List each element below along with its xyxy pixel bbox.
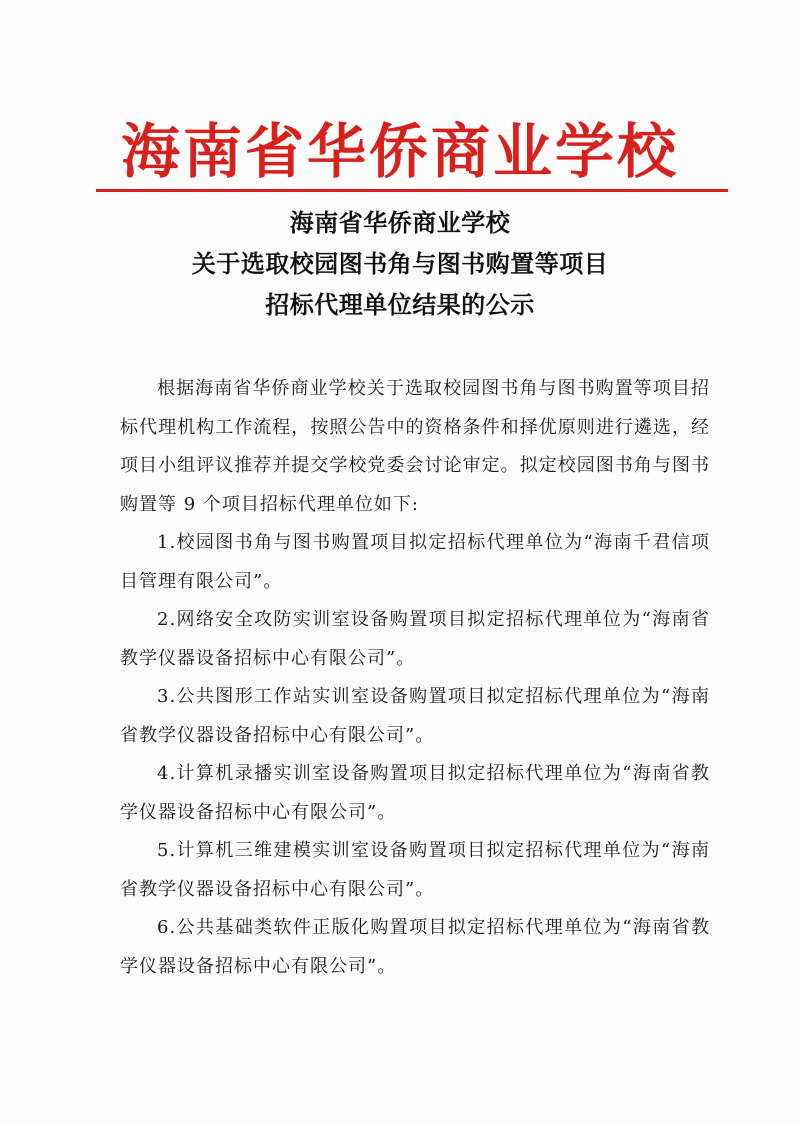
list-item: 5.计算机三维建模实训室设备购置项目拟定招标代理单位为“海南省教学仪器设备招标中心有限公司”。 xyxy=(120,840,710,900)
notice-title xyxy=(0,203,800,326)
letterhead-red-rule xyxy=(96,189,728,192)
notice-body xyxy=(120,370,710,986)
title-line-2: 关于选取校园图书角与图书购置等项目 xyxy=(191,250,609,278)
intro-paragraph: 根据海南省华侨商业学校关于选取校园图书角与图书购置等项目招标代理机构工作流程，按照公告中的资格条件和择优原则进行遴选，经项目小组评议推荐并提交学校党委会讨论审定。拟定校园图书角与图书购置等 9 个项目招标代理单位如下: xyxy=(120,378,710,515)
title-line-1: 海南省华侨商业学校 xyxy=(289,209,511,237)
list-item: 1.校园图书角与图书购置项目拟定招标代理单位为“海南千君信项目管理有限公司”。 xyxy=(120,532,710,592)
list-item: 6.公共基础类软件正版化购置项目拟定招标代理单位为“海南省教学仪器设备招标中心有限公司”。 xyxy=(120,917,710,977)
list-item: 2.网络安全攻防实训室设备购置项目拟定招标代理单位为“海南省教学仪器设备招标中心有限公司”。 xyxy=(120,609,710,669)
letterhead-title: 海南省华侨商业学校 xyxy=(120,117,679,186)
list-item: 3.公共图形工作站实训室设备购置项目拟定招标代理单位为“海南省教学仪器设备招标中心有限公司”。 xyxy=(120,686,710,746)
title-line-3: 招标代理单位结果的公示 xyxy=(265,291,535,319)
list-item: 4.计算机录播实训室设备购置项目拟定招标代理单位为“海南省教学仪器设备招标中心有限公司”。 xyxy=(120,763,710,823)
